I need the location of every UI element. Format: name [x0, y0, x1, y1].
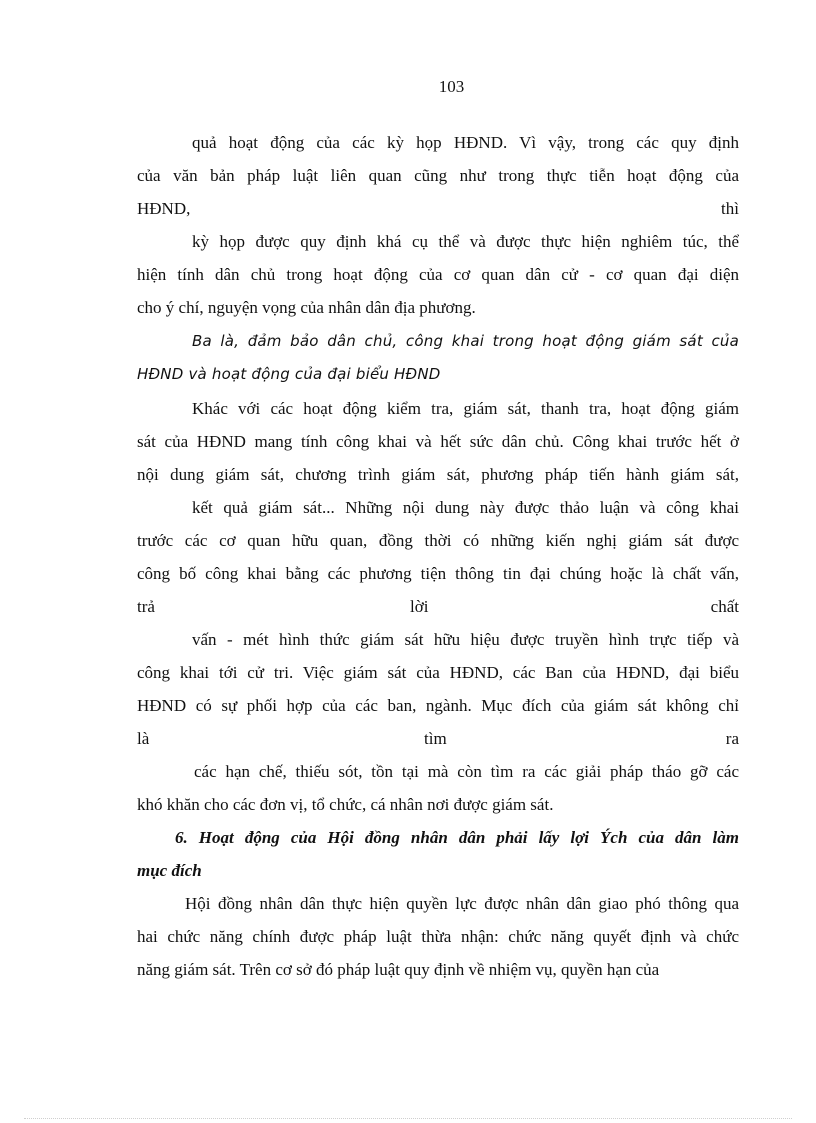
text-line	[137, 596, 739, 618]
text-line: công khai tới cử tri. Việc giám sát của HĐND, các Ban của HĐND, đại biểu	[137, 663, 739, 682]
text-fragment: HĐND,	[137, 199, 191, 218]
text-fragment: lời	[410, 597, 429, 616]
text-line: khó khăn cho các đơn vị, tổ chức, cá nhân nơi được giám sát.	[137, 795, 554, 814]
text-line	[137, 728, 739, 750]
text-fragment: ra	[725, 729, 739, 748]
text-line: công bố công khai bằng các phương tiện thông tin đại chúng hoặc là chất vấn,	[137, 564, 739, 583]
text-line: trước các cơ quan hữu quan, đồng thời có những kiến nghị giám sát được	[137, 531, 739, 550]
italic-heading-line: HĐND và hoạt động của đại biểu HĐND	[137, 365, 441, 383]
text-line	[137, 198, 739, 220]
text-line: hiện tính dân chủ trong hoạt động của cơ quan dân cử - cơ quan đại diện	[137, 265, 739, 284]
text-line: vấn - mét hình thức giám sát hữu hiệu được truyền hình trực tiếp và	[192, 630, 739, 649]
text-line: kết quả giám sát... Những nội dung này được thảo luận và công khai	[192, 498, 739, 517]
text-fragment: là	[137, 729, 150, 748]
text-line: hai chức năng chính được pháp luật thừa nhận: chức năng quyết định và chức	[137, 927, 739, 946]
text-fragment: thì	[721, 199, 739, 218]
section-heading-line: 6. Hoạt động của Hội đồng nhân dân phải lấy lợi Ých của dân làm	[175, 828, 739, 847]
text-line: quả hoạt động của các kỳ họp HĐND. Vì vậy, trong các quy định	[192, 133, 739, 152]
text-line: các hạn chế, thiếu sót, tồn tại mà còn tìm ra các giải pháp tháo gỡ các	[194, 762, 739, 781]
text-line: kỳ họp được quy định khá cụ thể và được thực hiện nghiêm túc, thể	[192, 232, 739, 251]
footer-divider	[24, 1118, 792, 1119]
text-fragment: tìm	[424, 729, 447, 748]
text-fragment: trả	[137, 597, 155, 616]
italic-heading-line: Ba là, đảm bảo dân chủ, công khai trong hoạt động giám sát của	[192, 332, 739, 350]
text-line: Khác với các hoạt động kiểm tra, giám sát, thanh tra, hoạt động giám	[192, 399, 739, 418]
text-line: năng giám sát. Trên cơ sở đó pháp luật quy định về nhiệm vụ, quyền hạn của	[137, 960, 660, 979]
page-number: 103	[438, 77, 465, 96]
text-line: HĐND có sự phối hợp của các ban, ngành. Mục đích của giám sát không chỉ	[137, 696, 739, 715]
text-line: của văn bản pháp luật liên quan cũng như trong thực tiễn hoạt động của	[137, 166, 739, 185]
text-line: Hội đồng nhân dân thực hiện quyền lực được nhân dân giao phó thông qua	[185, 894, 739, 913]
text-fragment: chất	[710, 597, 739, 616]
text-line: sát của HĐND mang tính công khai và hết sức dân chủ. Công khai trước hết ở	[137, 432, 739, 451]
text-line: cho ý chí, nguyện vọng của nhân dân địa phương.	[137, 298, 476, 317]
text-line: nội dung giám sát, chương trình giám sát, phương pháp tiến hành giám sát,	[137, 465, 739, 484]
section-heading-line: mục đích	[137, 861, 202, 880]
